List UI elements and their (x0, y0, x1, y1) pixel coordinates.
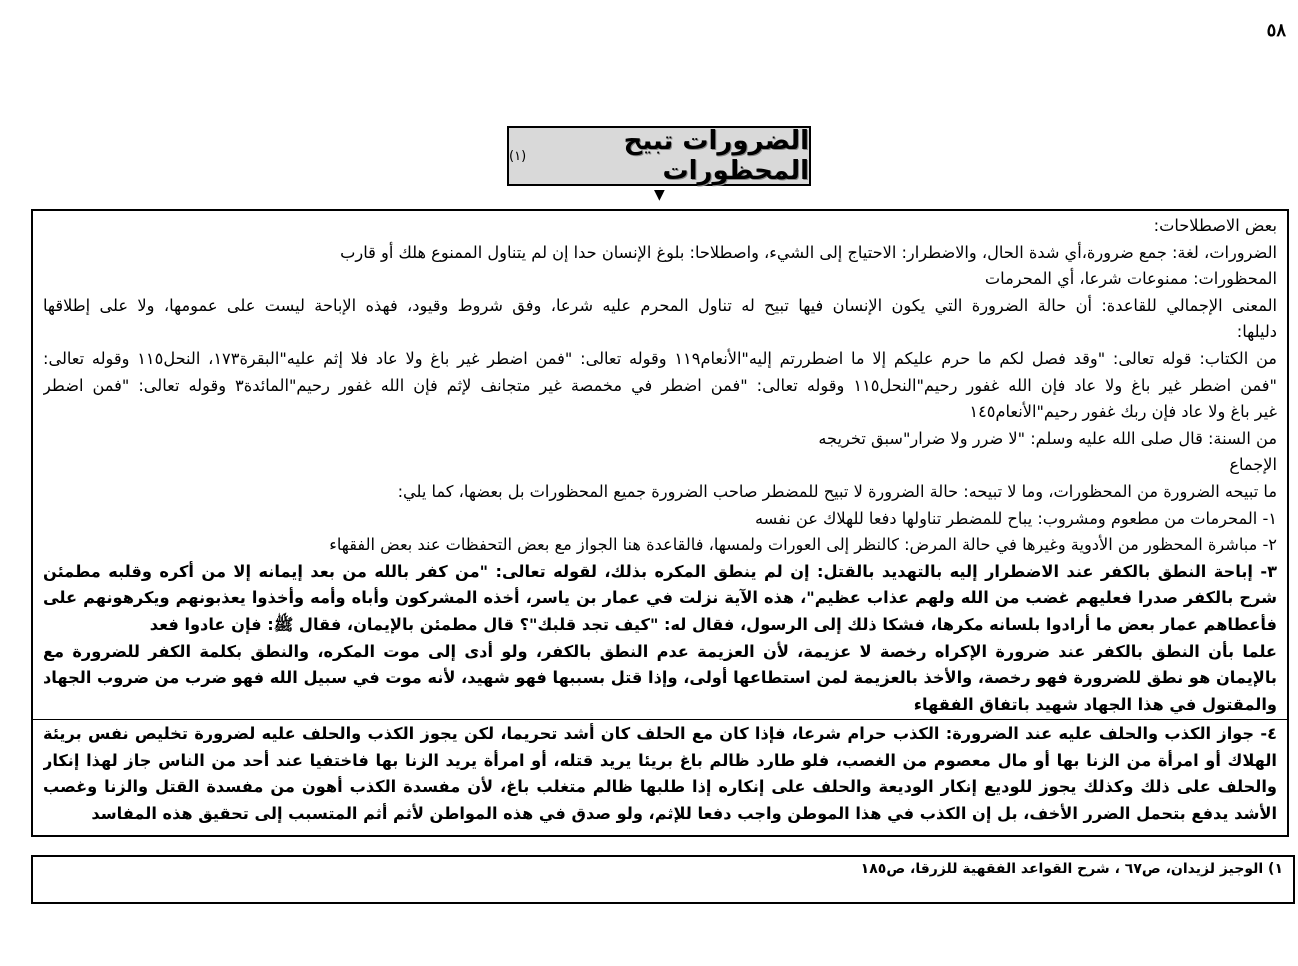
text-line: المعنى الإجمالي للقاعدة: أن حالة الضرورة التي يكون الإنسان فيها تبيح له تناول المحرم عليه شرعا، وفق شروط وقيود، فهذه الإباحة ليست على عمومها، ولا على إطلاقها (43, 295, 1277, 315)
text-line: دليلها: (1236, 322, 1277, 342)
text-line: الأشد يدفع بتحمل الضرر الأخف، بل إن الكذب في هذا الموطن واجب دفعا للإثم، ولو صدق في هذه المواطن لأثم أثم المتسبب إلى تحقيق هذه المفاسد (91, 804, 1277, 824)
text-line: الإجماع (1229, 455, 1277, 475)
text-line: الهلاك أو امرأة من الزنا بها أو مال معصوم من الغصب، فلو طارد ظالم باغ بريئا يريد قتله، أو امرأة يريد الزنا بها فاختفيا عند أحد من الناس جاز لهذا إنكار (43, 750, 1277, 770)
text-line: ٣- إباحة النطق بالكفر عند الاضطرار إليه بالتهديد بالقتل: إن لم ينطق المكره بذلك، لقوله تعالى: "من كفر بالله من بعد إيمانه إلا من أكره وقلبه مطمئن (43, 561, 1277, 581)
page-number: ٥٨ (1266, 20, 1286, 41)
text-line: ما تبيحه الضرورة من المحظورات، وما لا تبيحه: حالة الضرورة لا تبيح للمضطر صاحب الضرورة جميع المحظورات بل بعضها، كما يلي: (397, 481, 1277, 501)
text-line: من السنة: قال صلى الله عليه وسلم: "لا ضرر ولا ضرار"سبق تخريجه (818, 428, 1277, 448)
text-line: من الكتاب: قوله تعالى: "وقد فصل لكم ما حرم عليكم إلا ما اضطررتم إليه"الأنعام١١٩ وقوله تعالى: "فمن اضطر غير باغ ولا عاد فلا إثم عليه"البقرة١٧٣، النحل١١٥ وقوله تعالى: (43, 348, 1277, 368)
section-divider (33, 719, 1287, 720)
page-title: الضرورات تبيح المحظورات (623, 126, 809, 186)
text-line: والمقتول في هذا الجهاد شهيد باتفاق الفقهاء (913, 694, 1277, 714)
footnote-box (31, 855, 1295, 904)
text-line: ١- المحرمات من مطعوم ومشروب: يباح للمضطر تناولها دفعا للهلاك عن نفسه (754, 508, 1277, 528)
title-box (507, 126, 811, 186)
down-arrow-icon: ▼ (654, 187, 665, 203)
text-line: غير باغ ولا عاد فإن ربك غفور رحيم"الأنعام١٤٥ (969, 402, 1277, 422)
text-line: فأعطاهم عمار بعض ما أرادوا بلسانه مكرها، فشكا ذلك إلى الرسول، فقال له: "كيف تجد قلبك"؟ قال مطمئن بالإيمان، فقال ﷺ: فإن عادوا فعد (149, 614, 1277, 634)
main-text-box (31, 209, 1289, 837)
text-line: ٤- جواز الكذب والحلف عليه عند الضرورة: الكذب حرام شرعا، فإذا كان مع الحلف كان أشد تحريما، لكن يجوز الكذب والحلف عليه لضرورة تخليص نفس بريئة (43, 724, 1277, 744)
text-line: بعض الاصطلاحات: (1153, 216, 1277, 235)
text-line: الضرورات، لغة: جمع ضرورة،أي شدة الحال، والاضطرار: الاحتياج إلى الشيء، واصطلاحا: بلوغ الإنسان حدا إن لم يتناول الممنوع هلك أو قارب (340, 242, 1277, 262)
footnote-text: ١) الوجيز لزيدان، ص٦٧ ، شرح القواعد الفقهية للزرقا، ص١٨٥ (860, 861, 1283, 877)
text-line: علما بأن النطق بالكفر عند ضرورة الإكراه رخصة لا عزيمة، لأن العزيمة عدم النطق بالكفر، ولو أدى إلى موت المكره، والنطق بكلمة الكفر للضرورة مع (43, 641, 1277, 661)
text-line: ٢- مباشرة المحظور من الأدوية وغيرها في حالة المرض: كالنظر إلى العورات ولمسها، فالقاعدة هنا الجواز مع بعض التحفظات عند بعض الفقهاء (329, 535, 1277, 555)
title-footnote-marker: (١) (509, 148, 527, 164)
text-line: والحلف على ذلك وكذلك يجوز للوديع إنكار الوديعة والحلف على إنكاره إذا طلبها ظالم متغلب باغ، لأن مفسدة الكذب أهون من مفسدة القتل والزنا وغصب (43, 777, 1277, 797)
text-line: بالإيمان هو نطق للضرورة فهو رخصة، والأخذ بالعزيمة لمن استطاعها أولى، وإذا قتل بسببها فهو شهيد، لأنه موت في سبيل الله فهو ضرب من ضروب الجهاد (43, 668, 1277, 688)
text-line: المحظورات: ممنوعات شرعا، أي المحرمات (984, 269, 1277, 289)
text-line: شرح بالكفر صدرا فعليهم غضب من الله ولهم عذاب عظيم"، هذه الآية نزلت في عمار بن ياسر، أخذه المشركون وأباه وأمه وأخذوا يعذبونهم ويكرهونهم على (43, 588, 1277, 608)
text-line: "فمن اضطر غير باغ ولا عاد فإن الله غفور رحيم"النحل١١٥ وقوله تعالى: "فمن اضطر في مخمصة غير متجانف لإثم فإن الله غفور رحيم"المائدة٣ وقوله تعالى: "فمن اضطر (43, 375, 1277, 395)
